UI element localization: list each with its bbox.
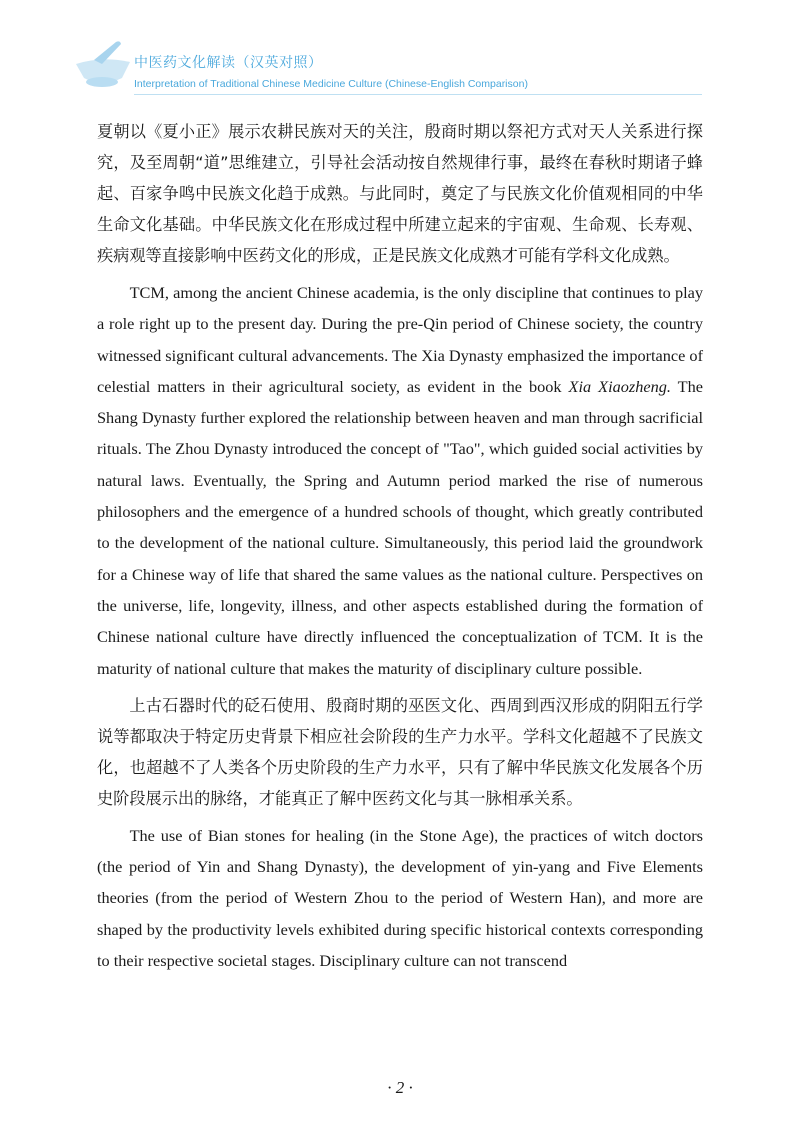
paragraph-cn-2: 上古石器时代的砭石使用、殷商时期的巫医文化、西周到西汉形成的阴阳五行学说等都取决于特定历史背景下相应社会阶段的生产力水平。学科文化超越不了民族文化，也超越不了人类各个历史阶段的生产力水平，只有了解中华民族文化发展各个历史阶段展示出的脉络，才能真正了解中医药文化与其一脉相承关系。 [97, 695, 703, 808]
paragraph-en-1 [97, 277, 703, 684]
page-header [0, 0, 800, 100]
header-title-en: Interpretation of Traditional Chinese Medicine Culture (Chinese-English Comparison) [134, 78, 528, 90]
mortar-pestle-icon [72, 38, 132, 90]
header-divider [134, 94, 702, 95]
book-title: Xia Xiaozheng. [568, 376, 671, 396]
page-number: · 2 · [387, 1078, 413, 1097]
paragraph-cn-1: 夏朝以《夏小正》展示农耕民族对天的关注，殷商时期以祭祀方式对天人关系进行探究，及至周朝“道”思维建立，引导社会活动按自然规律行事，最终在春秋时期诸子蜂起、百家争鸣中民族文化趋于成熟。与此同时，奠定了与民族文化价值观相同的中华生命文化基础。中华民族文化在形成过程中所建立起来的宇宙观、生命观、长寿观、疾病观等直接影响中医药文化的形成，正是民族文化成熟才可能有学科文化成熟。 [97, 122, 703, 265]
paragraph-en-1-text-b: The Shang Dynasty further explored the relationship between heaven and man through sacrificial rituals. The Zhou Dynasty introduced the concept of "Tao", which guided social activities by natural laws. Eventually, the Spring and Autumn period marked the rise of numerous philosophers and the emergence of a hundred schools of thought, which greatly contributed to the development of the national culture. Simultaneously, this period laid the groundwork for a Chinese way of life that shared the same values as the national culture. Perspectives on the universe, life, longevity, illness, and other aspects established during the formation of Chinese national culture have directly influenced the conceptualization of TCM. It is the maturity of national culture that makes the maturity of disciplinary culture possible. [97, 376, 703, 678]
paragraph-en-1-text-a: TCM, among the ancient Chinese academia, is the only discipline that continues to play a role right up to the present day. During the pre-Qin period of Chinese society, the country witnessed significant cultural advancements. The Xia Dynasty emphasized the importance of celestial matters in their agricultural society, as evident in the book [97, 283, 703, 396]
page-body [97, 116, 703, 982]
header-title-cn: 中医药文化解读（汉英对照） [134, 55, 323, 71]
paragraph-en-2: The use of Bian stones for healing (in the Stone Age), the practices of witch doctors (the period of Yin and Shang Dynasty), the development of yin-yang and Five Elements theories (from the period of Western Zhou to the period of Western Han), and more are shaped by the productivity levels exhibited during specific historical contexts corresponding to their respective societal stages. Disciplinary culture can not transcend [97, 825, 703, 971]
